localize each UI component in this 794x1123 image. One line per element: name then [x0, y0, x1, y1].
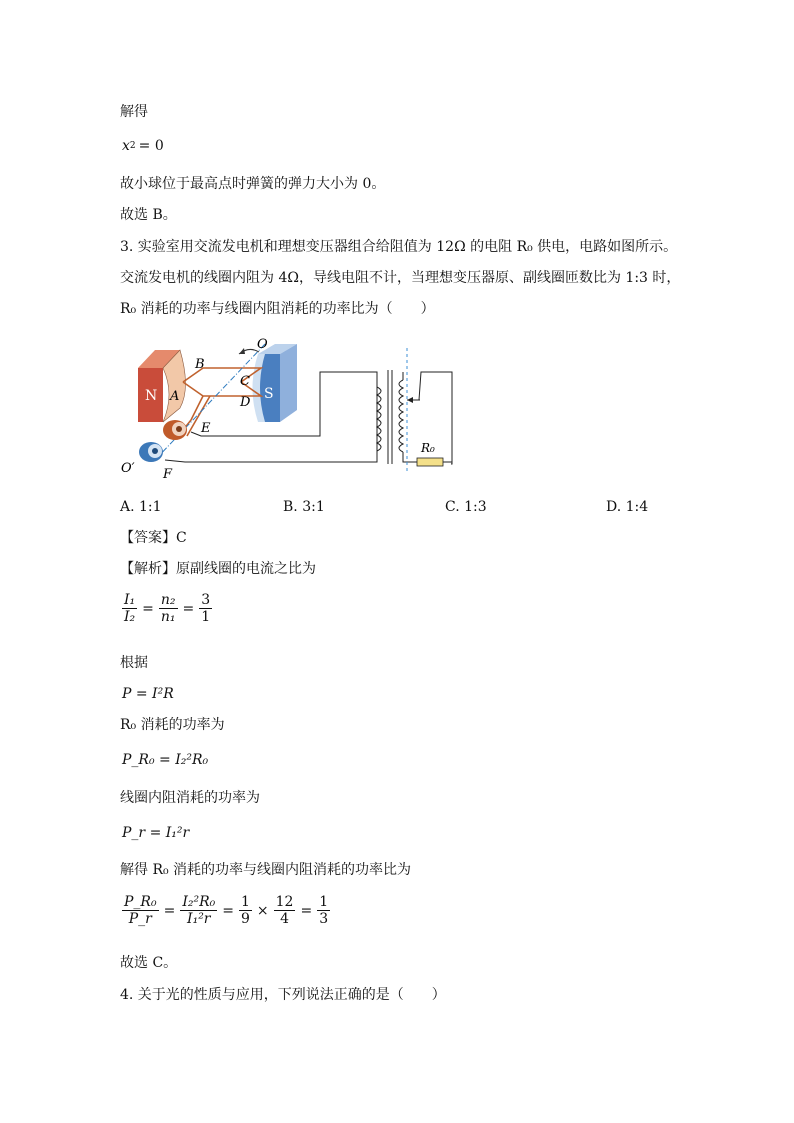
secondary-coil: [399, 380, 403, 452]
label-f: F: [163, 467, 173, 482]
equation-current-ratio: $\frac{\text{I₁}}{\text{I₂}}$ = $\frac{\text{n₂}}{\text{n₁}}$ = $\frac{3}{1}$: [124, 592, 211, 626]
eq-x2-rhs: = 0: [138, 138, 164, 154]
analysis-line: 【解析】原副线圈的电流之比为: [120, 561, 316, 577]
question-3-line-3: R₀ 消耗的功率与线圈内阻消耗的功率比为（ ）: [120, 301, 435, 317]
text-ratio-label: 解得 R₀ 消耗的功率与线圈内阻消耗的功率比为: [120, 862, 412, 878]
magnet-n: [138, 350, 186, 422]
slip-ring-f: [139, 442, 163, 462]
option-a: A. 1:1: [120, 499, 162, 515]
equation-x2: [122, 138, 167, 154]
text-choose-b: 故选 B。: [120, 207, 177, 223]
frac-i2r0-i1r: $\frac{\text{I₂²R₀}}{\text{I₁²r}}$: [182, 894, 216, 928]
label-d: D: [240, 395, 251, 410]
slip-ring-e: [163, 420, 187, 440]
question-3-line-1: 3. 实验室用交流发电机和理想变压器组合给阻值为 12Ω 的电阻 R₀ 供电，电路如图所示。: [120, 239, 678, 255]
text-jiede-1: 解得: [120, 104, 148, 120]
magnet-s: [253, 344, 298, 422]
label-b: B: [195, 357, 205, 372]
text-choose-c: 故选 C。: [120, 955, 178, 971]
answer-line: 【答案】C: [120, 530, 187, 546]
option-b: B. 3:1: [283, 499, 325, 515]
equation-pr0: P_R₀ = I₂²R₀: [122, 752, 209, 768]
text-genju: 根据: [120, 655, 148, 671]
frac-n2-n1: $\frac{\text{n₂}}{\text{n₁}}$: [160, 592, 176, 626]
frac-1-3: $\frac{1}{3}$: [319, 894, 329, 928]
text-ball-force: 故小球位于最高点时弹簧的弹力大小为 0。: [120, 176, 386, 192]
question-4: 4. 关于光的性质与应用，下列说法正确的是（ ）: [120, 987, 446, 1003]
equation-power: P = I²R: [122, 686, 174, 702]
magnet-s-side: [280, 344, 297, 422]
option-d: D. 1:4: [606, 499, 649, 515]
label-o: O: [257, 337, 268, 352]
eq-x2-lhs: x: [122, 138, 130, 154]
option-c: C. 1:3: [445, 499, 487, 515]
label-o-prime: O′: [121, 461, 135, 476]
times-sign: ×: [256, 902, 269, 919]
frac-1-9: $\frac{1}{9}$: [240, 894, 250, 928]
generator-transformer-figure: [115, 332, 465, 482]
resistor-r0: [417, 458, 443, 466]
label-e: E: [201, 421, 211, 436]
label-s: S: [264, 386, 274, 402]
frac-i1-i2: $\frac{\text{I₁}}{\text{I₂}}$: [124, 592, 136, 626]
frac-3-1: $\frac{3}{1}$: [201, 592, 211, 626]
label-a: A: [170, 389, 180, 404]
label-n: N: [145, 388, 158, 404]
frac-pr0-pr: $\frac{\text{P\_R₀}}{P\_r}$: [124, 894, 157, 928]
text-r0-power: R₀ 消耗的功率为: [120, 717, 225, 733]
label-c: C: [240, 374, 250, 389]
label-r0: R₀: [421, 441, 435, 455]
primary-coil: [377, 387, 381, 451]
equation-power-ratio: $\frac{\text{P\_R₀}}{P\_r}$ = $\frac{\text{I₂²R₀}}{\text{I₁²r}}$ = $\frac{1}{9}$ × $\frac{12}{4}$ = $\frac{1}{3}$: [124, 894, 329, 928]
tap-arrow-head: [407, 397, 413, 403]
text-coil-power: 线圈内阻消耗的功率为: [120, 790, 260, 806]
rotation-arrow-head: [239, 348, 245, 354]
eq-x2-sub: 2: [129, 141, 136, 151]
equation-pr: P_r = I₁²r: [122, 825, 190, 841]
frac-12-4: $\frac{12}{4}$: [275, 894, 294, 928]
question-3-line-2: 交流发电机的线圈内阻为 4Ω，导线电阻不计，当理想变压器原、副线圈匝数比为 1:3 时，: [120, 270, 681, 286]
